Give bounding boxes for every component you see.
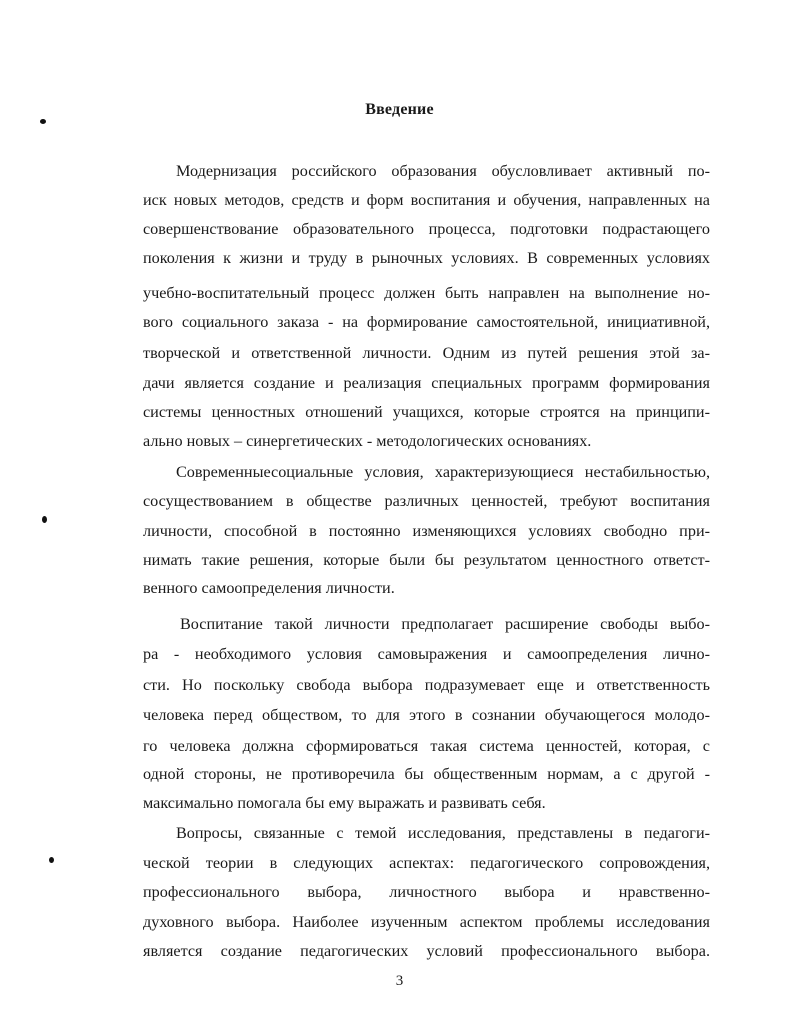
text-line: Вопросы, связанные с темой исследования, представлены в педагоги- [176, 824, 710, 842]
page-title: Введение [365, 101, 434, 118]
scan-speck-icon [49, 857, 54, 863]
text-line: Воспитание такой личности предполагает расширение свободы выбо- [180, 615, 710, 633]
text-line: одной стороны, не противоречила бы общественным нормам, а с другой - [143, 765, 710, 783]
text-line: личности, способной в постоянно изменяющихся условиях свободно при- [143, 522, 710, 540]
text-line: венного самоопределения личности. [143, 579, 395, 597]
text-line: вого социального заказа - на формирование самостоятельной, инициативной, [143, 313, 710, 331]
text-line: дачи является создание и реализация специальных программ формирования [143, 374, 710, 392]
text-line: максимально помогала бы ему выражать и развивать себя. [143, 794, 546, 812]
text-line: сти. Но поскольку свобода выбора подразумевает еще и ответственность [143, 676, 710, 694]
text-line: сосуществованием в обществе различных ценностей, требуют воспитания [143, 492, 710, 510]
text-line: иск новых методов, средств и форм воспитания и обучения, направленных на [143, 191, 710, 209]
scan-speck-icon [42, 516, 47, 523]
text-line: человека перед обществом, то для этого в сознании обучающегося молодо- [143, 706, 710, 724]
text-line: ально новых – синергетических - методологических основаниях. [143, 432, 592, 450]
text-line: учебно-воспитательный процесс должен быть направлен на выполнение но- [143, 284, 710, 302]
text-line: нимать такие решения, которые были бы результатом ценностного ответст- [143, 551, 710, 569]
text-line: духовного выбора. Наиболее изученным аспектом проблемы исследования [143, 913, 710, 931]
text-line: ра - необходимого условия самовыражения и самоопределения лично- [143, 645, 710, 663]
scan-speck-icon [40, 119, 46, 124]
text-line: ческой теории в следующих аспектах: педагогического сопровождения, [143, 854, 710, 872]
text-line: творческой и ответственной личности. Одним из путей решения этой за- [143, 344, 710, 362]
page-number: 3 [395, 973, 404, 989]
text-line: системы ценностных отношений учащихся, которые строятся на принципи- [143, 403, 710, 421]
text-line: го человека должна сформироваться такая система ценностей, которая, с [143, 737, 710, 755]
text-line: является создание педагогических условий профессионального выбора. [143, 942, 710, 960]
text-line: Современныесоциальные условия, характеризующиеся нестабильностью, [176, 463, 710, 481]
text-line: поколения к жизни и труду в рыночных условиях. В современных условиях [143, 249, 710, 267]
text-line: Модернизация российского образования обусловливает активный по- [176, 162, 710, 180]
text-line: профессионального выбора, личностного выбора и нравственно- [143, 883, 710, 901]
text-line: совершенствование образовательного процесса, подготовки подрастающего [143, 220, 710, 238]
